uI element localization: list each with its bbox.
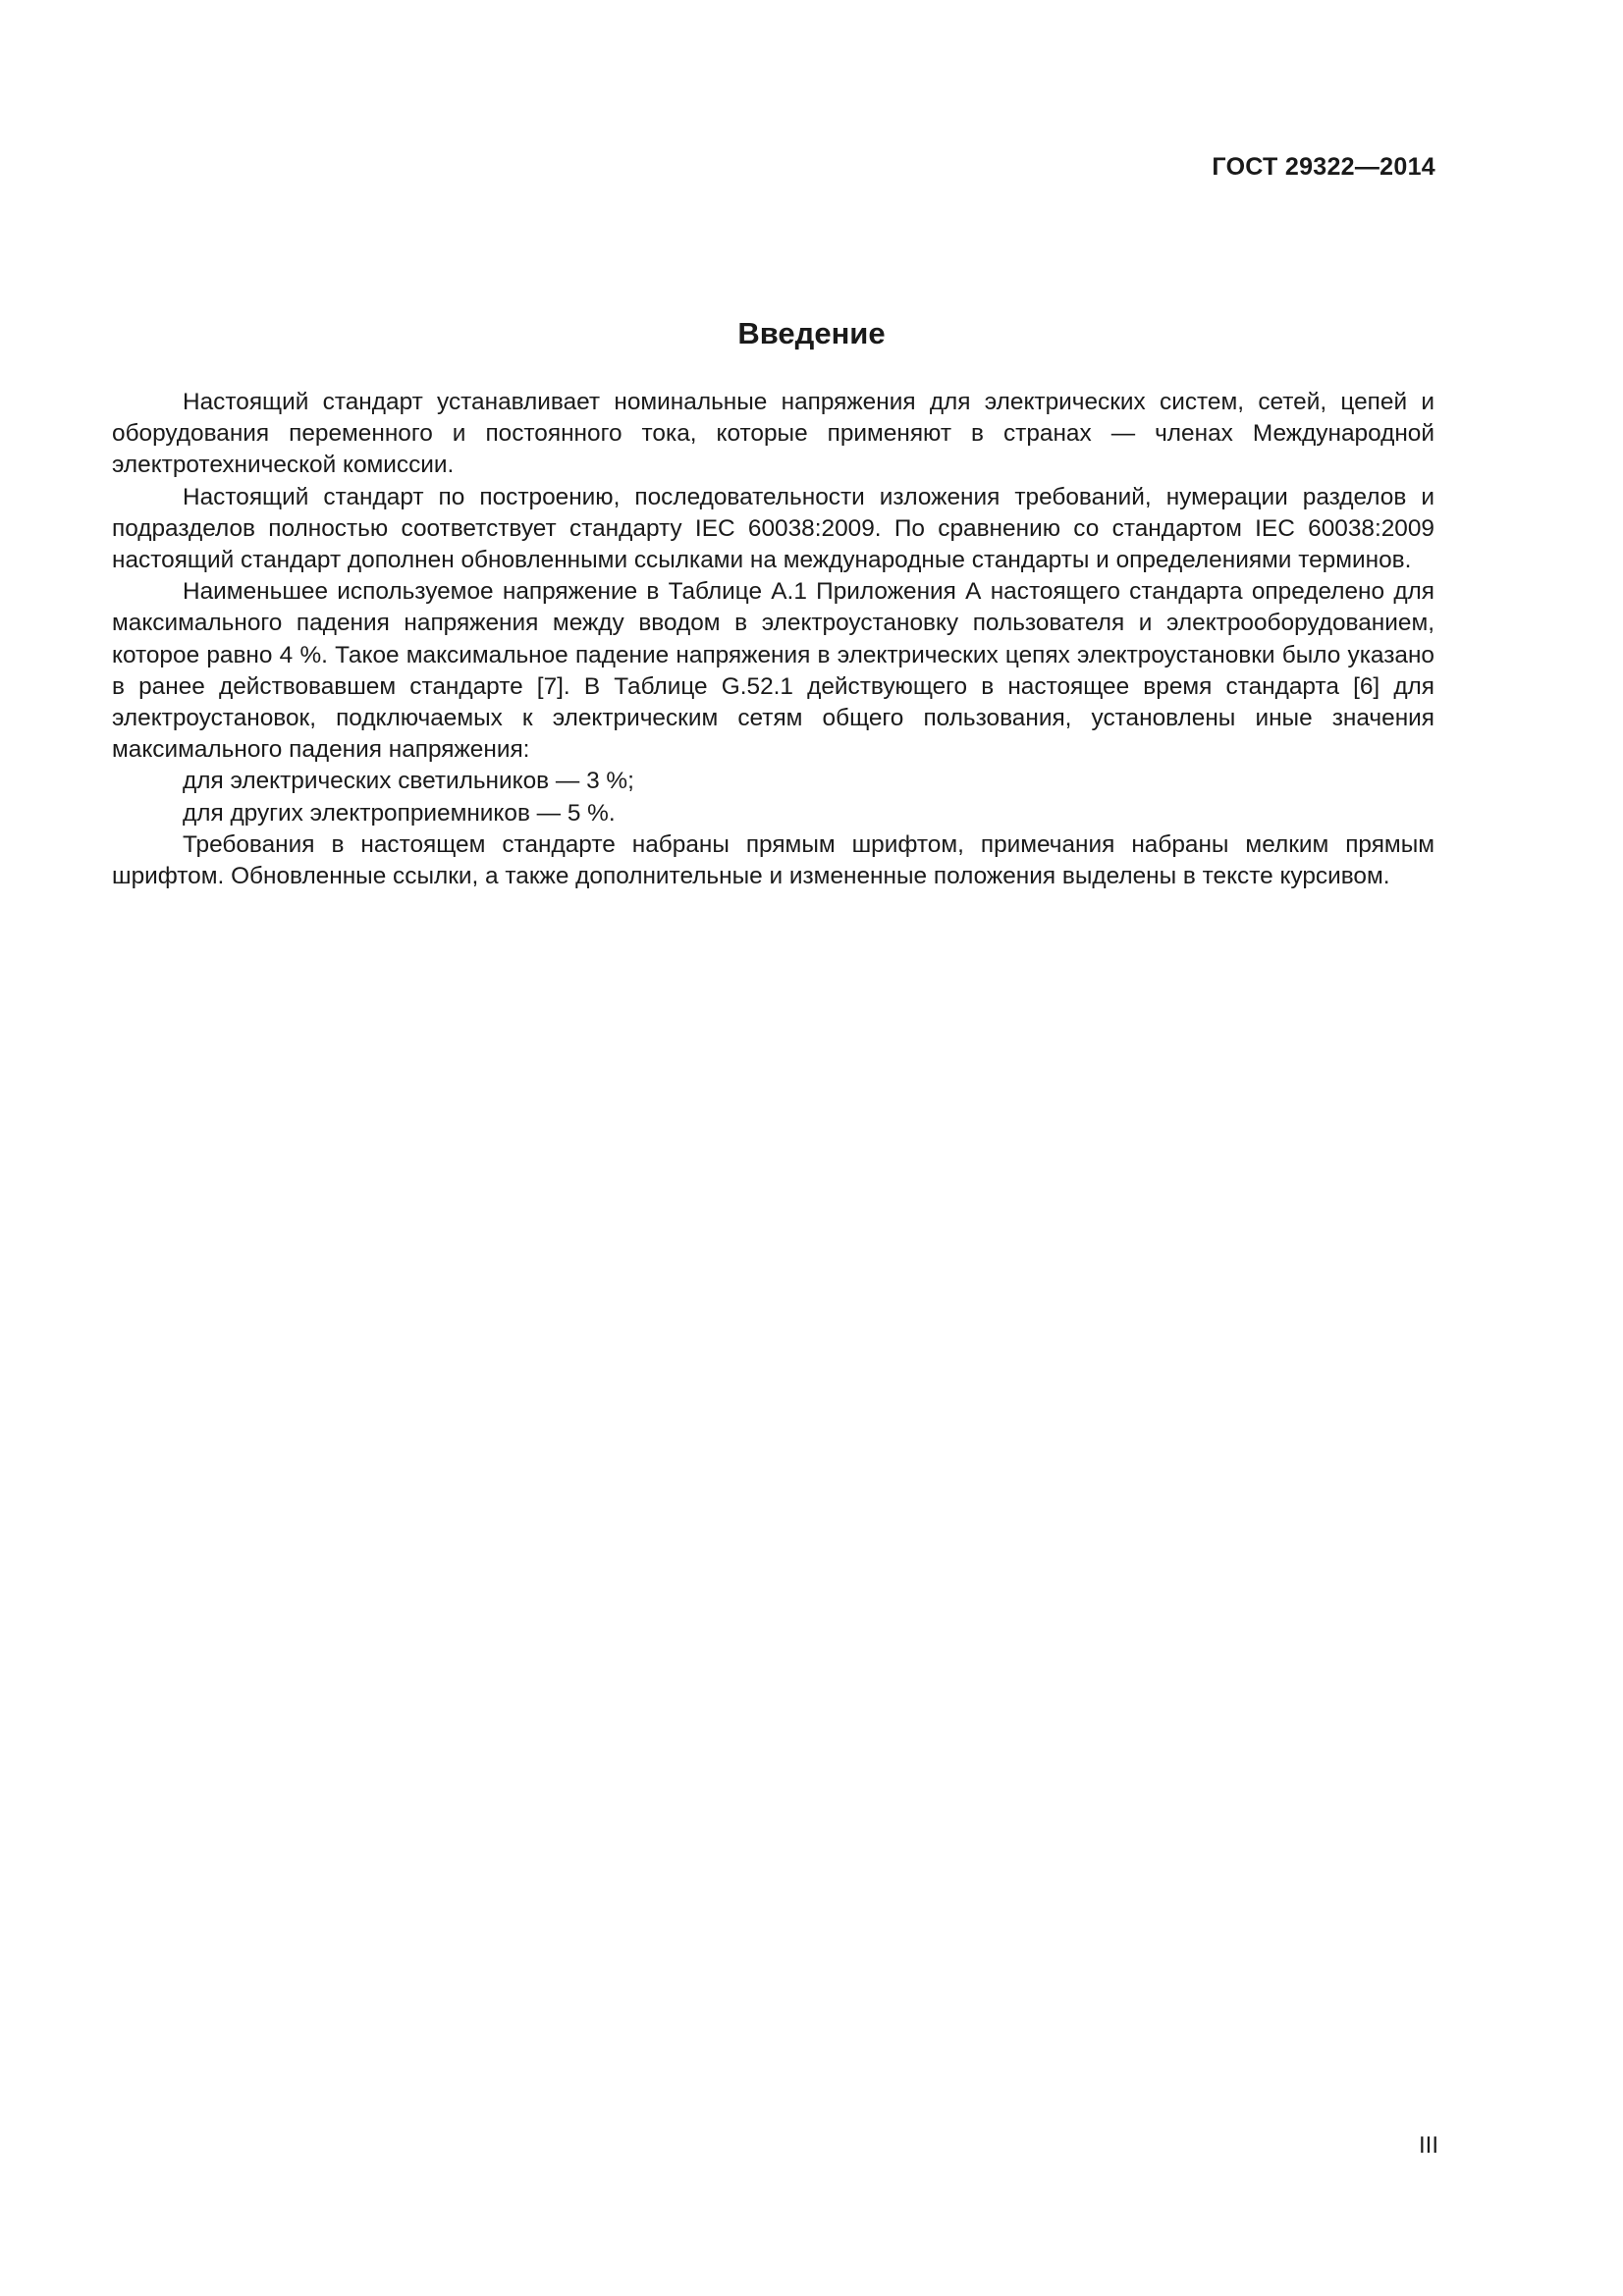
document-code: ГОСТ 29322—2014 xyxy=(1212,153,1435,181)
body-text xyxy=(112,387,1434,892)
section-title: Введение xyxy=(737,316,886,350)
paragraph-scope: Настоящий стандарт устанавливает номинальные напряжения для электрических систем, сетей, цепей и оборудования переменного и постоянного тока, которые применяют в странах — членах Международной электротехнической комиссии. xyxy=(112,389,1434,479)
paragraph-structure: Настоящий стандарт по построению, последовательности изложения требований, нумерации разделов и подразделов полностью соответствует стандарту IEC 60038:2009. По сравнению со стандартом IEC 60038:2009 настоящий стандарт дополнен обновленными ссылками на международные стандарты и определениями терминов. xyxy=(112,483,1434,574)
list-item-other-receivers: для других электроприемников — 5 %. xyxy=(183,799,616,827)
page-number: III xyxy=(1418,2132,1438,2159)
paragraph-typography: Требования в настоящем стандарте набраны прямым шрифтом, примечания набраны мелким прямым шрифтом. Обновленные ссылки, а также дополнительные и измененные положения выделены в тексте курсивом. xyxy=(112,830,1434,890)
paragraph-voltage-drop: Наименьшее используемое напряжение в Таблице А.1 Приложения А настоящего стандарта определено для максимального падения напряжения между вводом в электроустановку пользователя и электрооборудованием, которое равно 4 %. Такое максимальное падение напряжения в электрических цепях электроустановки было указано в ранее действовавшем стандарте [7]. В Таблице G.52.1 действующего в настоящее время стандарта [6] для электроустановок, подключаемых к электрическим сетям общего пользования, установлены иные значения максимального падения напряжения: xyxy=(112,578,1434,764)
list-item-lamps: для электрических светильников — 3 %; xyxy=(183,768,634,795)
